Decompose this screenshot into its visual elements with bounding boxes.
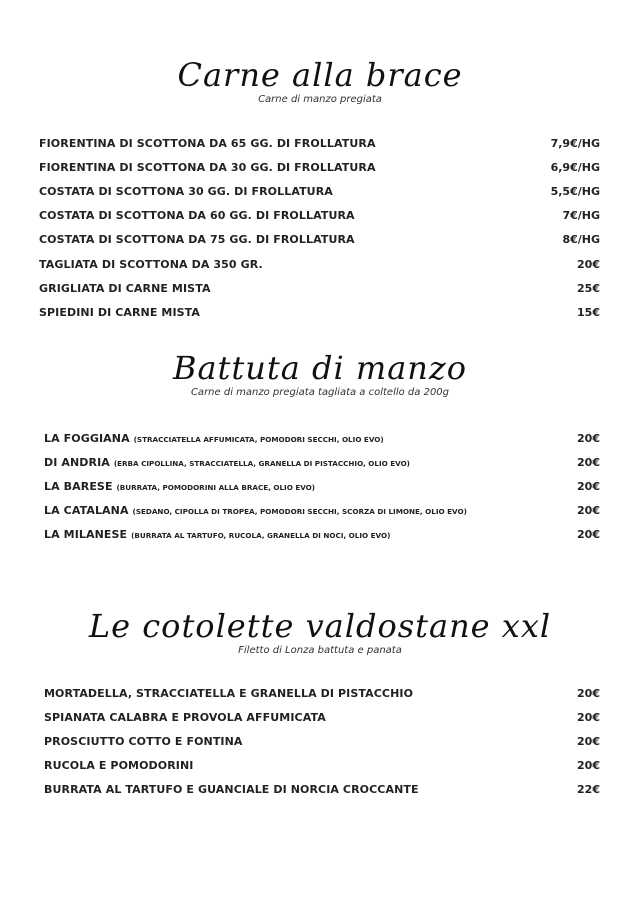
menu-item bbox=[44, 729, 600, 753]
item-price: 20€ bbox=[577, 479, 600, 493]
section-cotolette-valdostane bbox=[0, 607, 640, 656]
item-name: COSTATA DI SCOTTONA 30 GG. DI FROLLATURA bbox=[39, 184, 333, 198]
item-name: TAGLIATA DI SCOTTONA DA 350 GR. bbox=[39, 257, 263, 271]
item-price: 20€ bbox=[577, 734, 600, 748]
item-name bbox=[44, 528, 390, 541]
item-price: 5,5€/HG bbox=[550, 184, 600, 198]
menu-item bbox=[44, 450, 600, 474]
menu-list-battuta bbox=[44, 426, 600, 547]
item-name bbox=[44, 504, 467, 517]
item-title: LA FOGGIANA bbox=[44, 431, 130, 445]
item-name: RUCOLA E POMODORINI bbox=[44, 759, 194, 773]
item-price: 20€ bbox=[577, 431, 600, 445]
item-name bbox=[44, 456, 410, 469]
menu-item bbox=[39, 252, 600, 276]
item-name: COSTATA DI SCOTTONA DA 60 GG. DI FROLLATURA bbox=[39, 209, 355, 223]
item-description: (STRACCIATELLA AFFUMICATA, POMODORI SECCHI, OLIO EVO) bbox=[133, 434, 384, 444]
item-name: SPIANATA CALABRA E PROVOLA AFFUMICATA bbox=[44, 710, 326, 724]
item-price: 20€ bbox=[577, 504, 600, 518]
menu-item bbox=[44, 754, 600, 778]
section-subtitle: Filetto di Lonza battuta e panata bbox=[238, 645, 402, 656]
menu-item bbox=[44, 523, 600, 547]
menu-item bbox=[39, 276, 600, 300]
item-price: 7,9€/HG bbox=[550, 136, 600, 150]
menu-item bbox=[39, 300, 600, 324]
item-title: DI ANDRIA bbox=[44, 455, 110, 469]
menu-item bbox=[44, 778, 600, 802]
menu-list-carne bbox=[39, 131, 600, 325]
menu-item bbox=[44, 426, 600, 450]
item-price: 22€ bbox=[577, 783, 600, 797]
item-name: MORTADELLA, STRACCIATELLA E GRANELLA DI PISTACCHIO bbox=[44, 686, 414, 700]
item-name: COSTATA DI SCOTTONA DA 75 GG. DI FROLLATURA bbox=[39, 233, 355, 247]
section-title: Le cotolette valdostane xxl bbox=[88, 607, 552, 645]
section-title: Battuta di manzo bbox=[172, 349, 468, 387]
item-name: GRIGLIATA DI CARNE MISTA bbox=[39, 281, 211, 295]
menu-list-cotolette bbox=[44, 681, 600, 802]
item-name: FIORENTINA DI SCOTTONA DA 30 GG. DI FROLLATURA bbox=[39, 160, 376, 174]
item-name: SPIEDINI DI CARNE MISTA bbox=[39, 305, 201, 319]
menu-item bbox=[39, 228, 600, 252]
section-title: Carne alla brace bbox=[177, 56, 463, 94]
section-carne-alla-brace bbox=[0, 56, 640, 105]
menu-item bbox=[44, 705, 600, 729]
item-description: (BURRATA AL TARTUFO, RUCOLA, GRANELLA DI NOCI, OLIO EVO) bbox=[131, 531, 391, 541]
menu-item bbox=[44, 474, 600, 498]
section-subtitle: Carne di manzo pregiata tagliata a coltello da 200g bbox=[190, 387, 450, 398]
menu-item bbox=[39, 131, 600, 155]
item-price: 20€ bbox=[577, 759, 600, 773]
item-price: 15€ bbox=[577, 305, 600, 319]
item-price: 6,9€/HG bbox=[550, 160, 600, 174]
item-description: (ERBA CIPOLLINA, STRACCIATELLA, GRANELLA DI PISTACCHIO, OLIO EVO) bbox=[113, 458, 410, 468]
section-subtitle: Carne di manzo pregiata bbox=[258, 94, 382, 105]
menu-item bbox=[39, 204, 600, 228]
item-price: 25€ bbox=[577, 281, 600, 295]
item-name bbox=[44, 480, 315, 493]
item-name: FIORENTINA DI SCOTTONA DA 65 GG. DI FROLLATURA bbox=[39, 136, 376, 150]
item-price: 20€ bbox=[577, 710, 600, 724]
item-name bbox=[44, 432, 384, 445]
item-price: 20€ bbox=[577, 455, 600, 469]
item-price: 8€/HG bbox=[562, 233, 600, 247]
item-name: PROSCIUTTO COTTO E FONTINA bbox=[44, 734, 243, 748]
item-description: (BURRATA, POMODORINI ALLA BRACE, OLIO EVO) bbox=[116, 482, 316, 492]
item-price: 20€ bbox=[577, 528, 600, 542]
item-price: 7€/HG bbox=[562, 209, 600, 223]
item-description: (SEDANO, CIPOLLA DI TROPEA, POMODORI SECCHI, SCORZA DI LIMONE, OLIO EVO) bbox=[132, 507, 467, 517]
menu-item bbox=[39, 155, 600, 179]
item-title: LA MILANESE bbox=[44, 528, 128, 542]
item-title: LA CATALANA bbox=[44, 504, 129, 518]
item-title: LA BARESE bbox=[44, 479, 113, 493]
section-battuta-di-manzo bbox=[0, 349, 640, 398]
menu-item bbox=[39, 179, 600, 203]
item-price: 20€ bbox=[577, 686, 600, 700]
menu-item bbox=[44, 499, 600, 523]
item-name: BURRATA AL TARTUFO E GUANCIALE DI NORCIA CROCCANTE bbox=[44, 783, 419, 797]
item-price: 20€ bbox=[577, 257, 600, 271]
menu-item bbox=[44, 681, 600, 705]
